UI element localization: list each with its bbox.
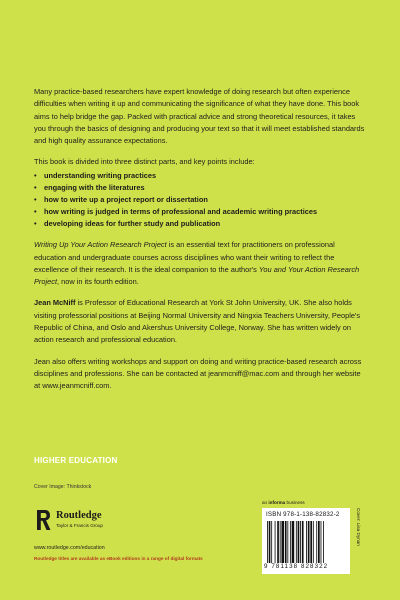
isbn: ISBN 978-1-138-82832-2 xyxy=(266,511,340,518)
bullet-icon: • xyxy=(34,194,37,204)
cover-designer-credit: Cover: Lisa Dynan xyxy=(356,508,361,546)
barcode-number: 9 781138 828322 xyxy=(264,563,329,570)
routledge-logo-icon xyxy=(34,508,52,532)
blurb xyxy=(34,86,368,393)
bullet-icon: • xyxy=(34,170,37,180)
list-item: • engaging with the literatures xyxy=(34,182,368,194)
list-item: • how writing is judged in terms of professional and academic writing practices xyxy=(34,206,368,218)
bullet-icon: • xyxy=(34,219,37,229)
author-paragraph: Jean McNiff is Professor of Educational Research at York St John University, UK. She also holds visiting professorial positions at Beijing Normal University and Ningxia Teachers University, People's Republic of China, and Oslo and Akershus University College, Norway. She has written widely on action research and professional education. xyxy=(34,298,361,345)
cover-image-credit: Cover Image: Thinkstock xyxy=(34,484,92,490)
author-name: Jean McNiff xyxy=(34,298,76,308)
list-item: • understanding writing practices xyxy=(34,170,368,182)
book-title: Writing Up Your Action Research Project xyxy=(34,240,167,250)
ebook-note: Routledge titles are available as eBook editions in a range of digital formats xyxy=(34,556,203,561)
barcode-box xyxy=(262,508,350,574)
list-item: • developing ideas for further study and publication xyxy=(34,218,368,230)
key-points-list xyxy=(34,170,368,230)
workshops-paragraph: Jean also offers writing workshops and support on doing and writing practice-based research across disciplines and professions. She can be contacted at jeanmcniff@mac.com and through her website at www.jeanmcniff.com. xyxy=(34,356,362,391)
publisher-website: www.routledge.com/education xyxy=(34,545,105,551)
bullet-icon: • xyxy=(34,207,37,217)
informa-business: an informa business xyxy=(262,500,305,505)
publisher-logo xyxy=(34,508,154,536)
publisher-subtitle: Taylor & Francis Group xyxy=(56,523,103,528)
publisher-name: Routledge xyxy=(56,510,102,521)
intro-paragraph: Many practice-based researchers have expert knowledge of doing research but often experience difficulties when writing it up and communicating the significance of what they have done. This book aims to help bridge the gap. Packed with practical advice and strong theoretical resources, it takes you through the basics of designing and producing your text so that it will meet established standards and high quality assurance expectations. xyxy=(34,87,365,146)
list-item: • how to write up a project report or dissertation xyxy=(34,194,368,206)
bullet-icon: • xyxy=(34,182,37,192)
companion-title: You and Your Action Research Project xyxy=(34,264,360,287)
barcode xyxy=(266,521,346,563)
parts-intro: This book is divided into three distinct parts, and key points include: xyxy=(34,157,255,167)
essential-paragraph: Writing Up Your Action Research Project is an essential text for practitioners on professional education and undergraduate courses across disciplines who want their writing to reflect the excellence of their research. It is the ideal companion to the author's You and Your Action Research Project, now in its fourth edition. xyxy=(34,240,360,287)
category-label: HIGHER EDUCATION xyxy=(34,456,118,465)
